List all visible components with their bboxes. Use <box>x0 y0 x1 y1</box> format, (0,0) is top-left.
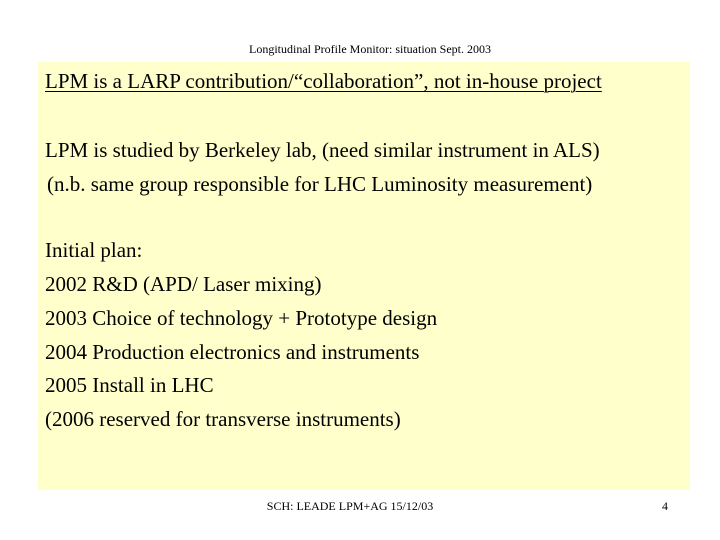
note-line: (n.b. same group responsible for LHC Luminosity measurement) <box>47 172 593 196</box>
content-box <box>38 62 690 490</box>
heading-line: LPM is a LARP contribution/“collaboration”, not in-house project <box>45 69 602 93</box>
plan-item-2005: 2005 Install in LHC <box>45 373 214 397</box>
study-line: LPM is studied by Berkeley lab, (need similar instrument in ALS) <box>45 138 600 162</box>
plan-item-2002: 2002 R&D (APD/ Laser mixing) <box>45 272 322 296</box>
plan-label: Initial plan: <box>45 238 143 262</box>
slide-title: Longitudinal Profile Monitor: situation Sept. 2003 <box>249 42 491 56</box>
plan-item-2006: (2006 reserved for transverse instruments) <box>45 407 401 431</box>
footer-author: SCH: LEADE LPM+AG 15/12/03 <box>266 499 434 513</box>
page-number: 4 <box>662 499 668 513</box>
plan-item-2004: 2004 Production electronics and instruments <box>45 340 420 364</box>
plan-item-2003: 2003 Choice of technology + Prototype design <box>45 306 438 330</box>
